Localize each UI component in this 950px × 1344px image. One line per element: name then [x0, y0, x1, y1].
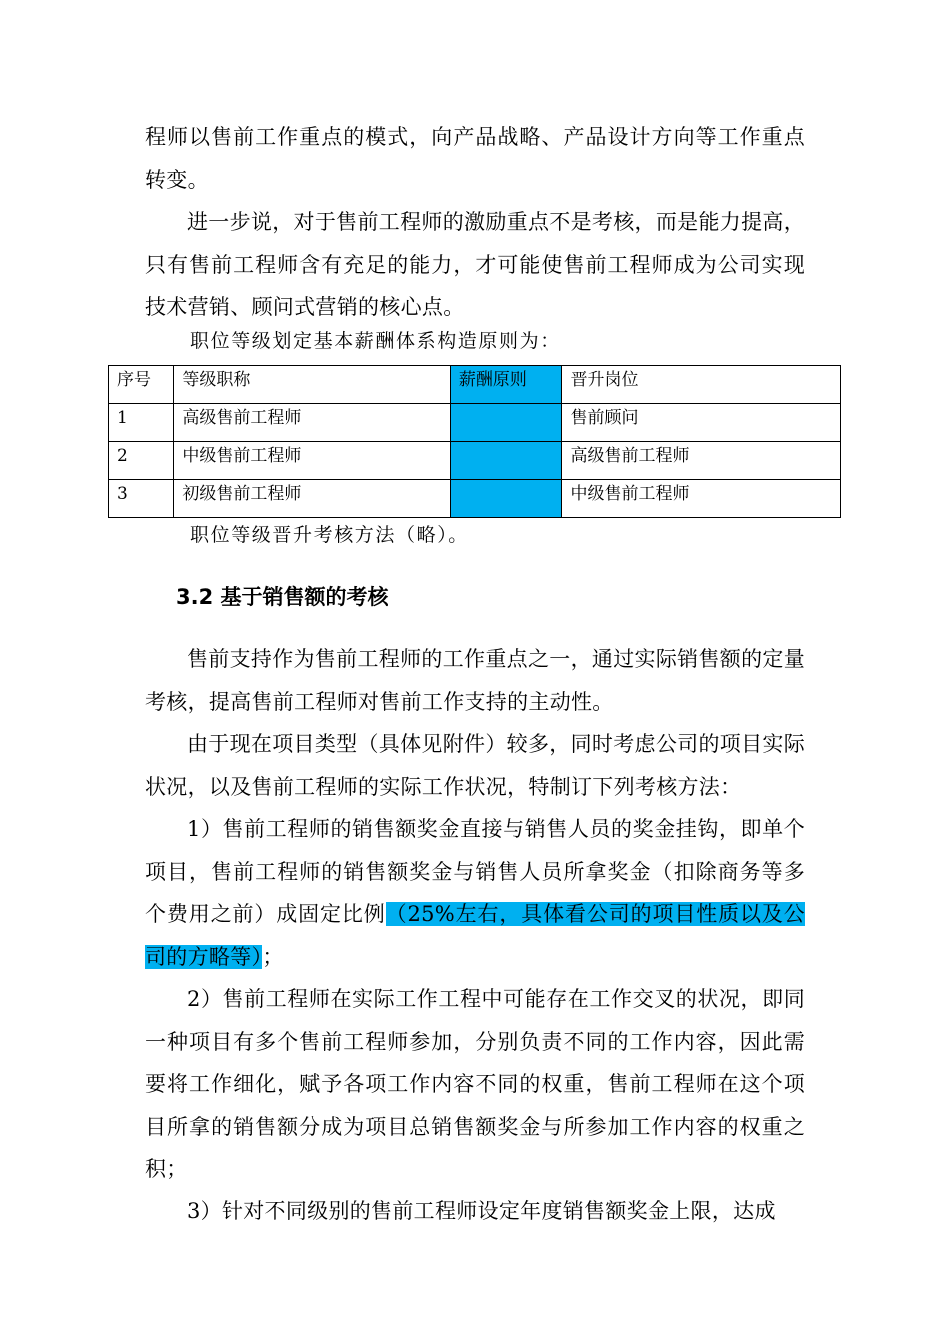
table-cell: 高级售前工程师 [174, 404, 451, 442]
header-cell-promotion: 晋升岗位 [562, 366, 841, 404]
table-header-row [109, 366, 841, 404]
table-cell: 初级售前工程师 [174, 480, 451, 518]
promotion-method-note: 职位等级晋升考核方法（略）。 [190, 524, 469, 546]
section-heading: 3.2 基于销售额的考核 [176, 585, 389, 609]
header-cell-grade: 等级职称 [174, 366, 451, 404]
paragraph-presales-support: 售前支持作为售前工程师的工作重点之一，通过实际销售额的定量考核，提高售前工程师对售前工作支持的主动性。 [145, 647, 805, 714]
table-cell: 高级售前工程师 [562, 442, 841, 480]
table-row [109, 480, 841, 518]
list-item-2: 2）售前工程师在实际工作工程中可能存在工作交叉的状况，即同一种项目有多个售前工程师参加，分别负责不同的工作内容，因此需要将工作细化，赋予各项工作内容不同的权重，售前工程师在这个项目所拿的销售额分成为项目总销售额奖金与所参加工作内容的权重之积； [145, 987, 805, 1181]
table-cell-highlighted [450, 480, 562, 518]
header-cell-salary-principle: 薪酬原则 [450, 366, 562, 404]
list-item-3: 3）针对不同级别的售前工程师设定年度销售额奖金上限，达成 [187, 1199, 776, 1223]
list-item-1 [145, 808, 805, 978]
table-cell: 售前顾问 [562, 404, 841, 442]
table-row [109, 404, 841, 442]
table-row [109, 442, 841, 480]
list-item-1-text: 1）售前工程师的销售额奖金直接与销售人员的奖金挂钩，即单个项目，售前工程师的销售额奖金与销售人员所拿奖金（扣除商务等多个费用之前）成固定比例 [145, 817, 805, 926]
table-cell: 中级售前工程师 [562, 480, 841, 518]
table-cell: 中级售前工程师 [174, 442, 451, 480]
paragraph-incentive-focus: 进一步说，对于售前工程师的激励重点不是考核，而是能力提高，只有售前工程师含有充足的能力，才可能使售前工程师成为公司实现技术营销、顾问式营销的核心点。 [145, 210, 805, 319]
table-cell: 3 [109, 480, 174, 518]
header-cell-index: 序号 [109, 366, 174, 404]
highlighted-ratio-text: （25%左右，具体看公司的项目性质以及公司的方略等） [145, 902, 805, 969]
table-cell: 1 [109, 404, 174, 442]
table-cell-highlighted [450, 404, 562, 442]
list-item-1-end: ； [262, 944, 284, 969]
table-cell: 2 [109, 442, 174, 480]
paragraph-strategy-shift: 程师以售前工作重点的模式，向产品战略、产品设计方向等工作重点转变。 [145, 125, 805, 192]
table-caption: 职位等级划定基本薪酬体系构造原则为： [190, 330, 561, 352]
table-cell-highlighted [450, 442, 562, 480]
grade-table [108, 365, 841, 518]
paragraph-project-types: 由于现在项目类型（具体见附件）较多，同时考虑公司的项目实际状况，以及售前工程师的实际工作状况，特制订下列考核方法： [145, 732, 805, 799]
